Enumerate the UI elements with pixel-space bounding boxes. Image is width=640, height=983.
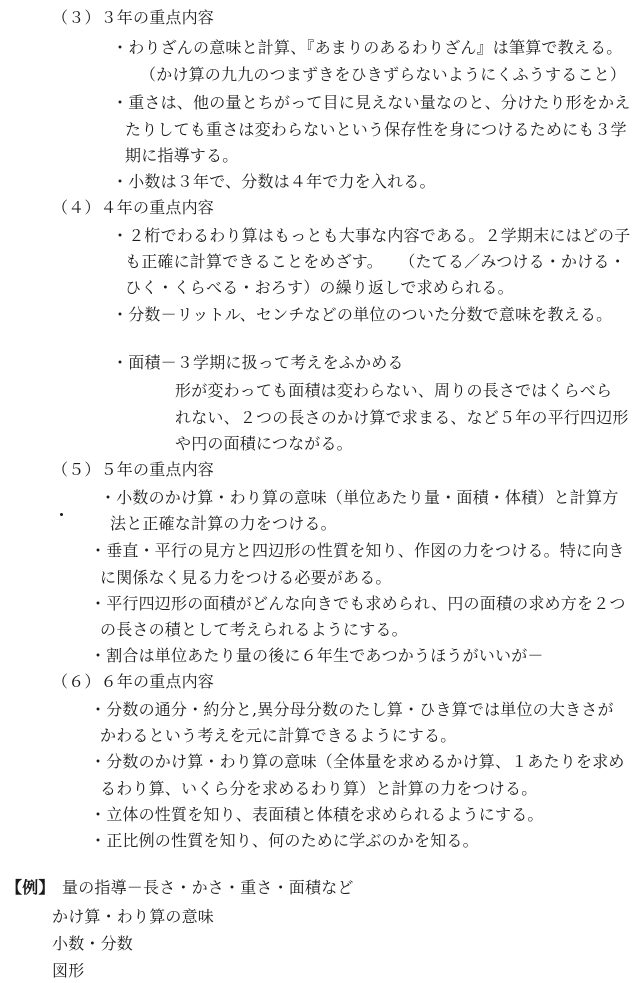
section-6-item-3: ・立体の性質を知り、表面積と体積を求められるようにする。: [90, 805, 544, 824]
section-4-item-3-line-3: れない、２つの長さのかけ算で求まる、など５年の平行四辺形: [175, 408, 629, 427]
section-4-heading: （４）４年の重点内容: [52, 198, 215, 217]
section-6-heading: （６）６年の重点内容: [52, 672, 215, 691]
section-6-item-1-line-2: かわるという考えを元に計算できるようにする。: [100, 726, 457, 745]
section-4-item-1-line-1: ・２桁でわるわり算はもっとも大事な内容である。２学期末にはどの子: [112, 226, 631, 245]
section-4-item-3-line-2: 形が変わっても面積は変わらない、周りの長さではくらべら: [175, 381, 613, 400]
section-5-item-2-line-2: に関係なく見る力をつける必要がある。: [100, 568, 392, 587]
section-4-item-3-line-1: ・面積－３学期に扱って考えをふかめる: [112, 353, 404, 372]
section-5-heading: （５）５年の重点内容: [52, 460, 215, 479]
example-line-1: かけ算・わり算の意味: [52, 907, 215, 926]
section-3-heading: （３）３年の重点内容: [52, 8, 215, 27]
section-5-item-2-line-1: ・垂直・平行の見方と四辺形の性質を知り、作図の力をつける。特に向き: [90, 541, 625, 560]
section-5-item-4: ・割合は単位あたり量の後に６年生であつかうほうがいいが－: [90, 646, 544, 665]
example-label: 【例】: [6, 878, 55, 897]
section-4-item-1-line-2: も正確に計算できることをめざす。 （たてる／みつける・かける・: [125, 252, 626, 271]
example-line-2: 小数・分数: [52, 934, 134, 953]
section-4-item-3-line-4: や円の面積につながる。: [175, 434, 353, 453]
stray-mark: [60, 513, 63, 516]
section-5-item-3-line-2: の長さの積として考えられるようにする。: [100, 620, 408, 639]
example-line-3: 図形: [52, 961, 85, 980]
section-6-item-4: ・正比例の性質を知り、何のために学ぶのかを知る。: [90, 831, 479, 850]
section-4-item-1-line-3: ひく・くらべる・おろす）の繰り返しで求められる。: [125, 278, 514, 297]
section-3-item-2-line-1: ・重さは、他の量とちがって目に見えない量なのと、分けたり形をかえ: [112, 93, 631, 112]
section-3-item-3: ・小数は３年で、分数は４年で力を入れる。: [112, 172, 436, 191]
section-6-item-1-line-1: ・分数の通分・約分と,異分母分数のたし算・ひき算では単位の大きさが: [90, 700, 614, 719]
section-5-item-1-line-1: ・小数のかけ算・わり算の意味（単位あたり量・面積・体積）と計算方: [100, 488, 619, 507]
section-3-item-1-line-2: （かけ算の九九のつまずきをひきずらないようにくふうすること）: [140, 65, 627, 84]
section-4-item-2: ・分数－リットル、センチなどの単位のついた分数で意味を教える。: [112, 305, 613, 324]
section-3-item-2-line-3: 期に指導する。: [125, 146, 239, 165]
section-5-item-3-line-1: ・平行四辺形の面積がどんな向きでも求められ、円の面積の求め方を２つ: [90, 594, 626, 613]
section-6-item-2-line-1: ・分数のかけ算・わり算の意味（全体量を求めるかけ算、１あたりを求め: [90, 752, 625, 771]
section-6-item-2-line-2: るわり算、いくら分を求めるわり算）と計算の力をつける。: [100, 779, 538, 798]
section-5-item-1-line-2: 法と正確な計算の力をつける。: [110, 514, 337, 533]
section-3-item-2-line-2: たりしても重さは変わらないという保存性を身につけるためにも３学: [125, 120, 627, 139]
example-first-line: 量の指導－長さ・かさ・重さ・面積など: [62, 878, 354, 897]
section-3-item-1-line-1: ・わりざんの意味と計算、『あまりのあるわりざん』は筆算で教える。: [112, 38, 623, 57]
